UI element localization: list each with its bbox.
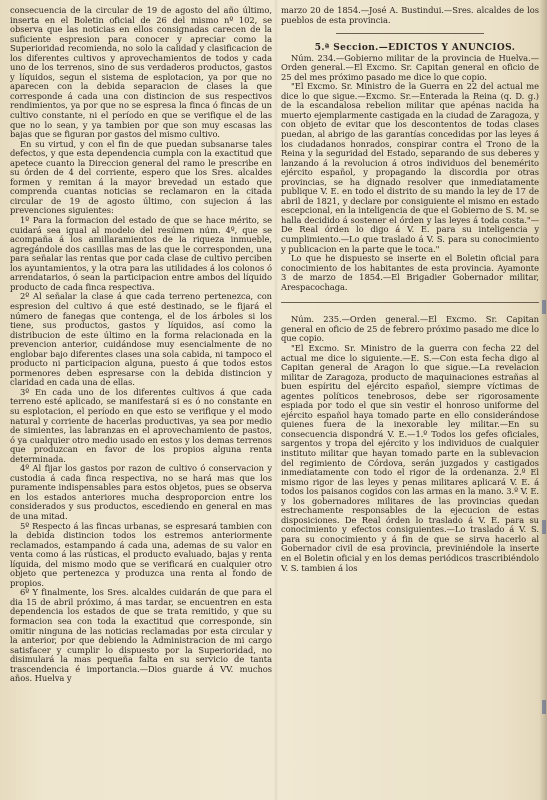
circular-paragraph: 1º Para la formacion del estado de que se hace mérito, se cuidará sea igual al modelo del resúmen núm. 4º, que se acompaña á los amillaramientos de la riqueza inmueble, agregándole dos casillas mas de las que le corresponden, una para señalar las rentas que por cada clase de cultivo perciben los ayuntamientos, y la otra para las utilidades á los colonos ó arrendatarios, ó sean la participacion entre ambos del líquido producto de cada finca respectiva.: [10, 215, 272, 292]
order-divider: [281, 302, 539, 303]
circular-paragraph: 2º Al señalar la clase á que cada terreno pertenezca, con espresion del cultivo á que esté destinado, se le fijará el número de fanegas que contenga, el de los árboles si los tiene, sus productos, gastos y líquidos, así como la distribucion de este último en la forma relacionada en la prevencion anterior, cuidándose muy esencialmente de no englobar bajo diferentes clases una sola cabida, ni tampoco el producto ni participacion alguna, puesto á que todos estos pormenores deben espresarse con la debida distincion y claridad en cada una de ellas.: [10, 291, 272, 388]
order-heading: Núm. 234.—Gobierno militar de la provincia de Huelva.—Orden general.—El Excmo. Sr. Capitan general en oficio de 25 del mes próximo pasado me dice lo que copio.: [281, 52, 539, 82]
binding-mark: [542, 300, 546, 314]
section-title: 5.ª Seccion.—EDICTOS Y ANUNCIOS.: [314, 43, 516, 54]
circular-closing-line: marzo 20 de 1854.—José A. Bustindui.—Sres. alcaldes de los pueblos de esta provincia.: [281, 5, 539, 25]
binding-mark: [542, 520, 546, 534]
circular-paragraph: 5º Respecto á las fincas urbanas, se espresará tambien con la debida distincion todos los estremos anteriormente reclamados, estampando á cada una, ademas de su valor en venta como á las rústicas, el producto evaluado, bajas y renta líquida, del mismo modo que se verificará en cualquier otro objeto que pertenezca y produzca una renta al fondo de propios.: [10, 520, 272, 588]
circular-paragraph: 4º Al fijar los gastos por razon de cultivo ó conservacion y custodia á cada finca respectiva, no se hará mas que los puramente indispensables para estos objetos, pues se observa en los estados anteriores mucha desproporcion entre los considerados y sus productos, escediendo en general en mas de una mitad.: [10, 463, 272, 521]
section-divider: [336, 33, 484, 34]
order-paragraph: Lo que he dispuesto se inserte en el Boletin oficial para conocimiento de los habitantes de esta provincia. Ayamonte 3 de marzo de 1854.—El Brigadier Gobernador militar, Arespacochaga.: [281, 253, 539, 292]
order-paragraph: "El Excmo. Sr. Ministro de la Guerra en 22 del actual me dice lo que sigue.—Excmo. Sr.—Enterada la Reina (q. D. g.) de la escandalosa rebelion militar que apénas nacida ha muerto ejemplarmente castigada en la ciudad de Zaragoza, y con objeto de evitar que los descontentos de todas clases puedan, al abrigo de las garantías concedidas por las leyes á los ciudadanos honrados, conspirar contra el Trono de la Reina y la seguridad del Estado, separando de sus deberes y lanzando á la revolucion á otros individuos del benemérito ejército español, y propagando la discordia por otras provincias, se ha dignado resolver que inmediatamente publique V. E. en todo el distrito de su mando la ley de 17 de abril de 1821, y declare por consiguiente el mismo en estado escepcional, en la inteligencia de que el Gobierno de S. M. se halla decidido á sostener el órden y las leyes á toda costa."—De Real órden lo digo á V. E. para su inteligencia y cumplimiento.—Lo que traslado á V. S. para su conocimiento y publicacion en la parte que le toca.": [281, 81, 539, 254]
column-gutter: [274, 0, 278, 800]
order-235: [281, 315, 539, 573]
order-234: [281, 54, 539, 293]
order-paragraph: "El Excmo. Sr. Ministro de la guerra con fecha 22 del actual me dice lo siguiente.—E. S.—Con esta fecha digo al Capitan general de Aragon lo que sigue.—La revelacion militar de Zaragoza, producto de maquinaciones estrañas al buen espíritu del ejército español, siempre víctimas de agentes políticos tenebrosos, debe ser rigorosamente espiada por todo el que sin vestir el honroso uniforme del ejército español haya tomado parte en ello considerándose quienes fuera de la inexorable ley militar.—En su consecuencia dispondrá V. E.—1.º Todos los gefes oficiales, sargentos y tropa del ejército y los individuos de cualquier instituto militar que hayan tomado parte en la sublevacion del regimiento de Córdova, serán juzgados y castigados inmediatamente con todo el rigor de la ordenanza. 2.º El mismo rigor de las leyes y penas militares aplicará V. E. á todos los paisanos cogidos con las armas en la mano. 3.º V. E. y los gobernadores militares de las provincias quedan estrechamente responsables de la ejecucion de estas disposiciones. De Real órden lo traslado á V. E. para su conocimiento y efectos consiguientes.—Lo traslado á V. S. para su conocimiento y á fin de que se sirva hacerlo al Gobernador civil de esa provincia, previniéndole la inserte en el Boletin oficial y en los demas periódicos trascribiéndolo V. S. tambien á los: [281, 342, 539, 573]
circular-paragraph: En su virtud, y con el fin de que puedan subsanarse tales defectos, y que esta dependencia cumpla con la exactitud que apetece cuanto la Direccion general del ramo le prescribe en su órden de 4 del corriente, espero que los Sres. alcaldes formen y remitan á la mayor brevedad un estado que comprenda cuantas noticias se reclamaron en la citada circular de 19 de agosto último, con sujecion á las prevenciones siguientes:: [10, 138, 272, 216]
page-edge-shadow: [539, 0, 547, 800]
circular-paragraph: consecuencia de la circular de 19 de agosto del año último, inserta en el Boletin oficial de 26 del mismo nº 102, se observa que las noticias en ellos consignadas carecen de la suficiente espresion para conocer y apreciar como la Superioridad recomienda, no solo la calidad y clasificacion de los diferentes cultivos y aprovechamientos de todos y cada uno de los terrenos, sino de sus verdaderos productos, gastos y líquidos, segun el sistema de esplotacion, ya por que no aparecen con la debida separacion de clases la que corresponde á cada una con distincion de sus respectivos rendimientos, ya por que no se espresa la finca ó fincas de un cultivo constante, ni el período en que se verifique el de las que no lo sean, y ya tambien por que son muy escasas las bajas que se figuran por gastos del mismo cultivo.: [10, 5, 272, 140]
left-column: [10, 6, 272, 684]
right-column: [281, 6, 539, 573]
circular-paragraph: 6º Y finalmente, los Sres. alcaldes cuidarán de que para el dia 15 de abril próximo, á mas tardar, se encuentren en esta dependencia los estados de que se trata remitido, y que su formacion sea con toda la exactitud que corresponde, sin omitir ninguna de las noticias reclamadas por esta circular y la anterior, por que debiendo la Administracion de mi cargo satisfacer y cumplir lo dispuesto por la Superioridad, no disimulará la mas pequeña falta en su servicio de tanta trascendencia é importancia.—Dios guarde á VV. muchos años. Huelva y: [10, 587, 272, 684]
binding-mark: [542, 700, 546, 714]
circular-paragraph: 3º En cada uno de los diferentes cultivos á que cada terreno esté aplicado, se manifestará si es ó no constante en su esplotacion, el período en que esto se verifique y el modo natural y corriente de hacerlas productivas, ya sea por medio de simientes, las labranzas en el aprovechamiento de pastos, ó ya cualquier otro medio usado en estos y los demas terrenos que produzcan en favor de los propios alguna renta determinada.: [10, 386, 272, 464]
order-heading: Núm. 235.—Orden general.—El Excmo. Sr. Capitan general en oficio de 25 de febrero próximo pasado me dice lo que copio.: [281, 314, 539, 344]
